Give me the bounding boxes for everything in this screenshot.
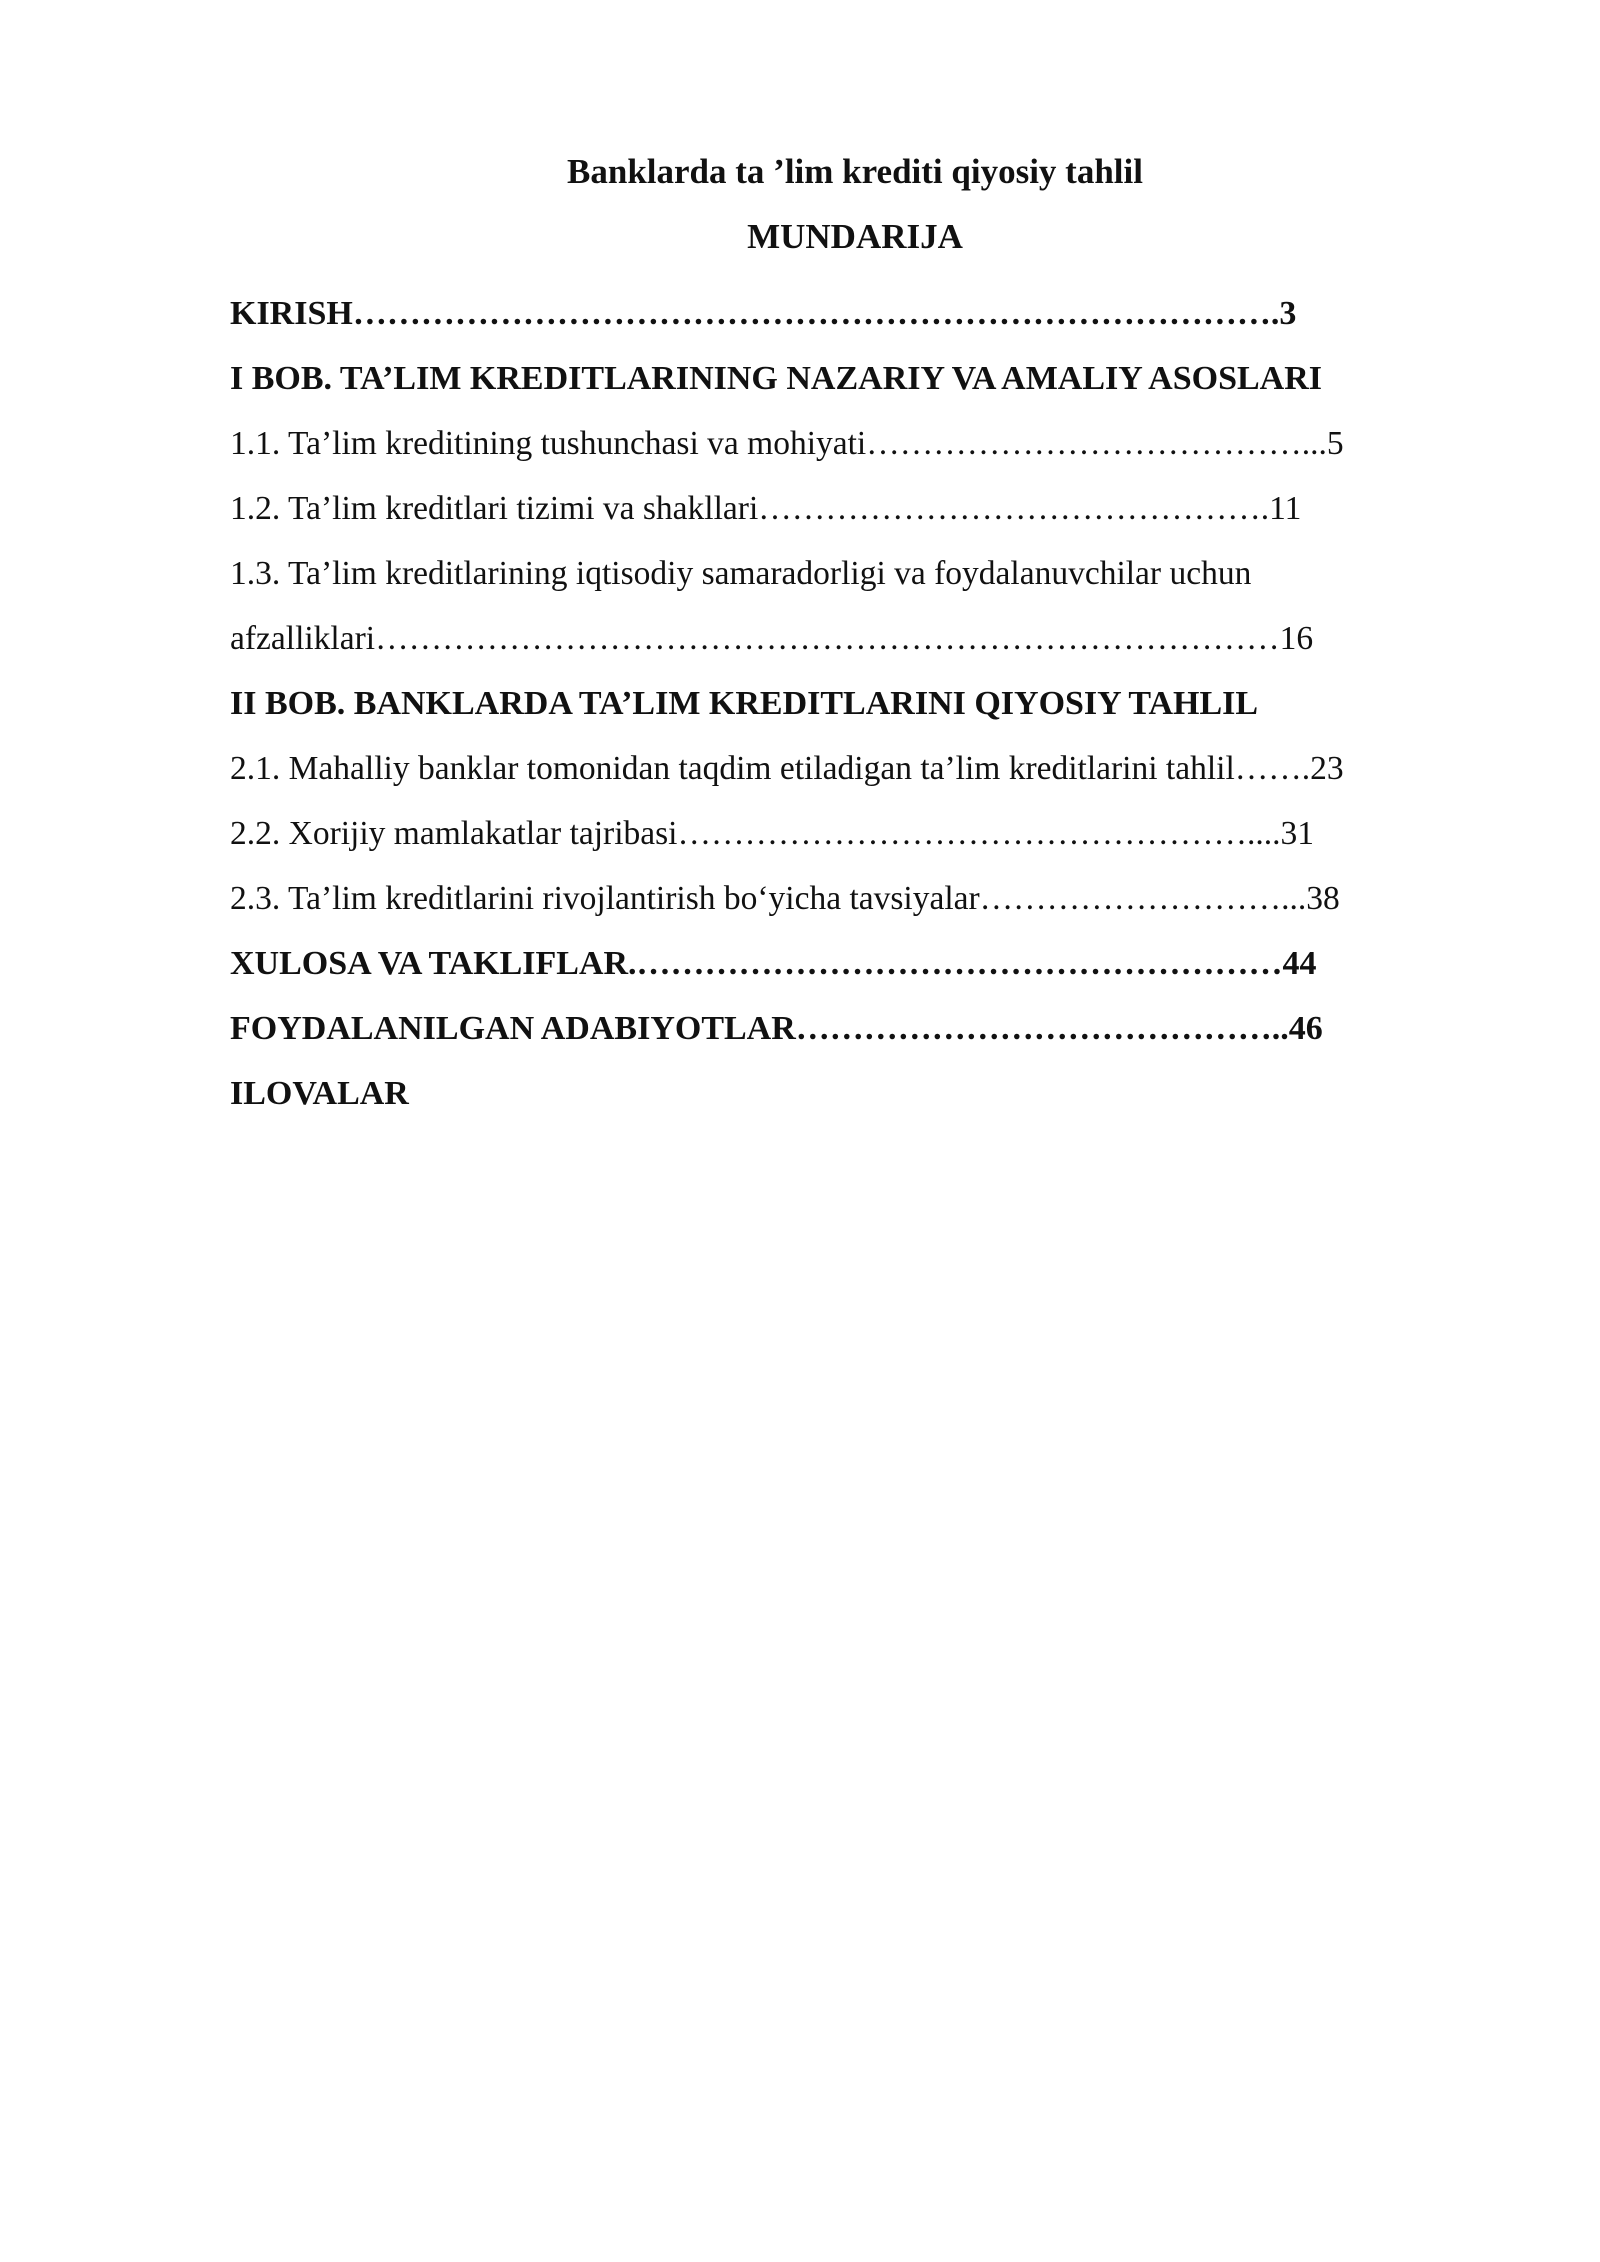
toc-entry-kirish: KIRISH……………………………………………………………………….3 (230, 295, 1297, 332)
toc-section-1-3-continued: afzalliklari………………………………………………………………………16 (230, 620, 1314, 657)
toc-section-1-2: 1.2. Ta’lim kreditlari tizimi va shakllari……………………………………….11 (230, 490, 1302, 527)
toc-chapter-2: II BOB. BANKLARDA TA’LIM KREDITLARINI QIYOSIY TAHLIL (230, 685, 1259, 722)
document-title: Banklarda ta ’lim krediti qiyosiy tahlil (567, 152, 1143, 191)
toc-entry-xulosa: XULOSA VA TAKLIFLAR.…………………………………………………44 (230, 945, 1317, 982)
toc-section-1-1: 1.1. Ta’lim kreditining tushunchasi va mohiyati…………………………………...5 (230, 425, 1344, 462)
toc-section-2-2: 2.2. Xorijiy mamlakatlar tajribasi……………………………………………....31 (230, 815, 1314, 852)
toc-heading: MUNDARIJA (747, 217, 963, 256)
toc-chapter-1: I BOB. TA’LIM KREDITLARINING NAZARIY VA AMALIY ASOSLARI (230, 360, 1323, 397)
toc-section-2-3: 2.3. Ta’lim kreditlarini rivojlantirish bo‘yicha tavsiyalar………………………...38 (230, 880, 1340, 917)
toc-section-1-3: 1.3. Ta’lim kreditlarining iqtisodiy samaradorligi va foydalanuvchilar uchun (230, 555, 1252, 592)
toc-entry-adabiyotlar: FOYDALANILGAN ADABIYOTLAR……………………………………..46 (230, 1010, 1323, 1047)
toc-entry-ilovalar: ILOVALAR (230, 1075, 409, 1112)
table-of-contents (230, 281, 1490, 1126)
toc-section-2-1: 2.1. Mahalliy banklar tomonidan taqdim etiladigan ta’lim kreditlarini tahlil…….23 (230, 750, 1344, 787)
